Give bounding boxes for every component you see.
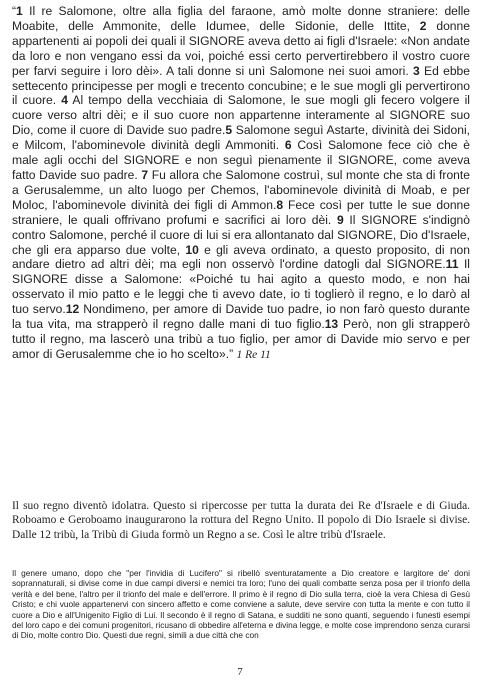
page-number: 7 — [237, 666, 243, 678]
verse-text: Il re Salomone, oltre alla figlia del faraone, amò molte donne straniere: delle Moabite, delle Ammonite, delle Idumee, delle Sidonie, delle Ittite, — [12, 4, 470, 33]
verse-number: 13 — [324, 317, 339, 332]
verse-text: Però, non gli strapperò tutto il regno, ma lascerò una tribù a tuo figlio, per amor di Davide mio servo e per amor di Gerusalemme che io ho scelto».” — [12, 317, 470, 361]
scripture-citation: 1 Re 11 — [236, 348, 271, 361]
verse-number: 3 — [413, 63, 420, 78]
commentary-paragraph: Il suo regno diventò idolatra. Questo si ripercosse per tutta la durata dei Re d'Israele e di Giuda. Roboamo e Geroboamo inaugurarono la rottura del Regno Unito. Il popolo di Dio Israele si divise. Dalle 12 tribù, la Tribù di Giuda formò un Regno a se. Così le altre tribù d'Israele. — [12, 500, 470, 541]
verse-text: Salomone seguì Astarte, divinità dei Sidoni, e Milcom, l'abominevole divinità degli Ammoniti. — [12, 123, 470, 153]
verse-text: donne appartenenti ai popoli dei quali il SIGNORE aveva detto ai figli d'Israele: «Non andate da loro e non vengano essi da voi, poiché essi certo pervertirebbero il vostro cuore per farvi seguire i loro dèi». A tali donne si unì Salomone nei suoi amori. — [12, 18, 470, 78]
verse-number: 2 — [419, 18, 427, 33]
verse-text: Il SIGNORE disse a Salomone: «Poiché tu hai agito a questo modo, e non hai osservato il mio patto e le leggi che ti avevo date, io ti toglierò il regno, e lo darò al tuo servo. — [12, 257, 470, 317]
verse-number: 11 — [445, 257, 459, 272]
verse-number: 4 — [61, 93, 68, 108]
verse-text: Al tempo della vecchiaia di Salomone, le sue mogli gli fecero volgere il cuore verso altri dèi; e il suo cuore non appartenne interamente al SIGNORE suo Dio, come il cuore di Davide suo padre. — [12, 93, 470, 138]
footnote-paragraph: Il genere umano, dopo che "per l'invidia di Lucifero" si ribellò sventuratamente a Dio creatore e largitore de' doni soprannaturali, si divise come in due campi diversi e nemici tra loro; l'uno dei quali combatte senza posa per il trionfo della verità e del bene, l'altro per il trionfo del male e dell'errore. Il primo è il regno di Dio sulla terra, cioè la vera Chiesa di Gesù Cristo; e chi vuole appartenervi con sincero affetto e come conviene a salute, deve servire con tutta la mente e con tutto il cuore a Dio e all'Unigenito Figlio di Lui. Il secondo è il regno di Satana, e sudditi ne sono quanti, seguendo i funesti esempi del loro capo e dei comuni progenitori, ricusano di obbedire all'eterna e divina legge, e molte cose imprendono senza curarsi di Dio, molte contro Dio. Questi due regni, simili a due città che con — [12, 568, 470, 641]
verse-number: 12 — [65, 302, 80, 317]
verse-text: Fu allora che Salomone costruì, sul monte che sta di fronte a Gerusalemme, un alto luogo per Chemos, l'abominevole divinità di Moab, e per Moloc, l'abominevole divinità dei figli di Ammon. — [12, 167, 470, 212]
verse-text: e gli aveva ordinato, a questo proposito, di non andare dietro ad altri dèi; ma egli non osservò l'ordine datogli dal SIGNORE. — [12, 242, 471, 272]
verse-text: Il SIGNORE s'indignò contro Salomone, perché il cuore di lui si era allontanato dal SIGNORE, Dio d'Israele, che gli era apparso due volte, — [12, 212, 470, 257]
verse-text: Fece così per tutte le sue donne straniere, le quali offrivano profumi e sacrifici ai loro dèi. — [12, 197, 471, 227]
verse-number: 9 — [336, 212, 344, 227]
verse-text: “ — [12, 4, 17, 18]
scripture-passage — [12, 4, 470, 363]
verse-number: 6 — [284, 138, 292, 153]
verse-number: 10 — [185, 242, 199, 257]
verse-text: Così Salomone fece ciò che è male agli occhi del SIGNORE e non seguì pienamente il SIGNORE, come aveva fatto Davide suo padre. — [12, 138, 471, 182]
verse-number: 5 — [225, 123, 233, 138]
verse-number: 7 — [141, 167, 149, 182]
passage-text — [12, 4, 470, 361]
verse-text: Ed ebbe settecento principesse per mogli e trecento concubine; e le sue mogli gli pervertirono il cuore. — [12, 63, 471, 108]
verse-text: Nondimeno, per amore di Davide tuo padre, io non farò questo durante la tua vita, ma strapperò il regno dalle mani di tuo figlio. — [12, 302, 470, 332]
verse-number: 8 — [276, 197, 284, 212]
verse-number: 1 — [16, 4, 23, 18]
